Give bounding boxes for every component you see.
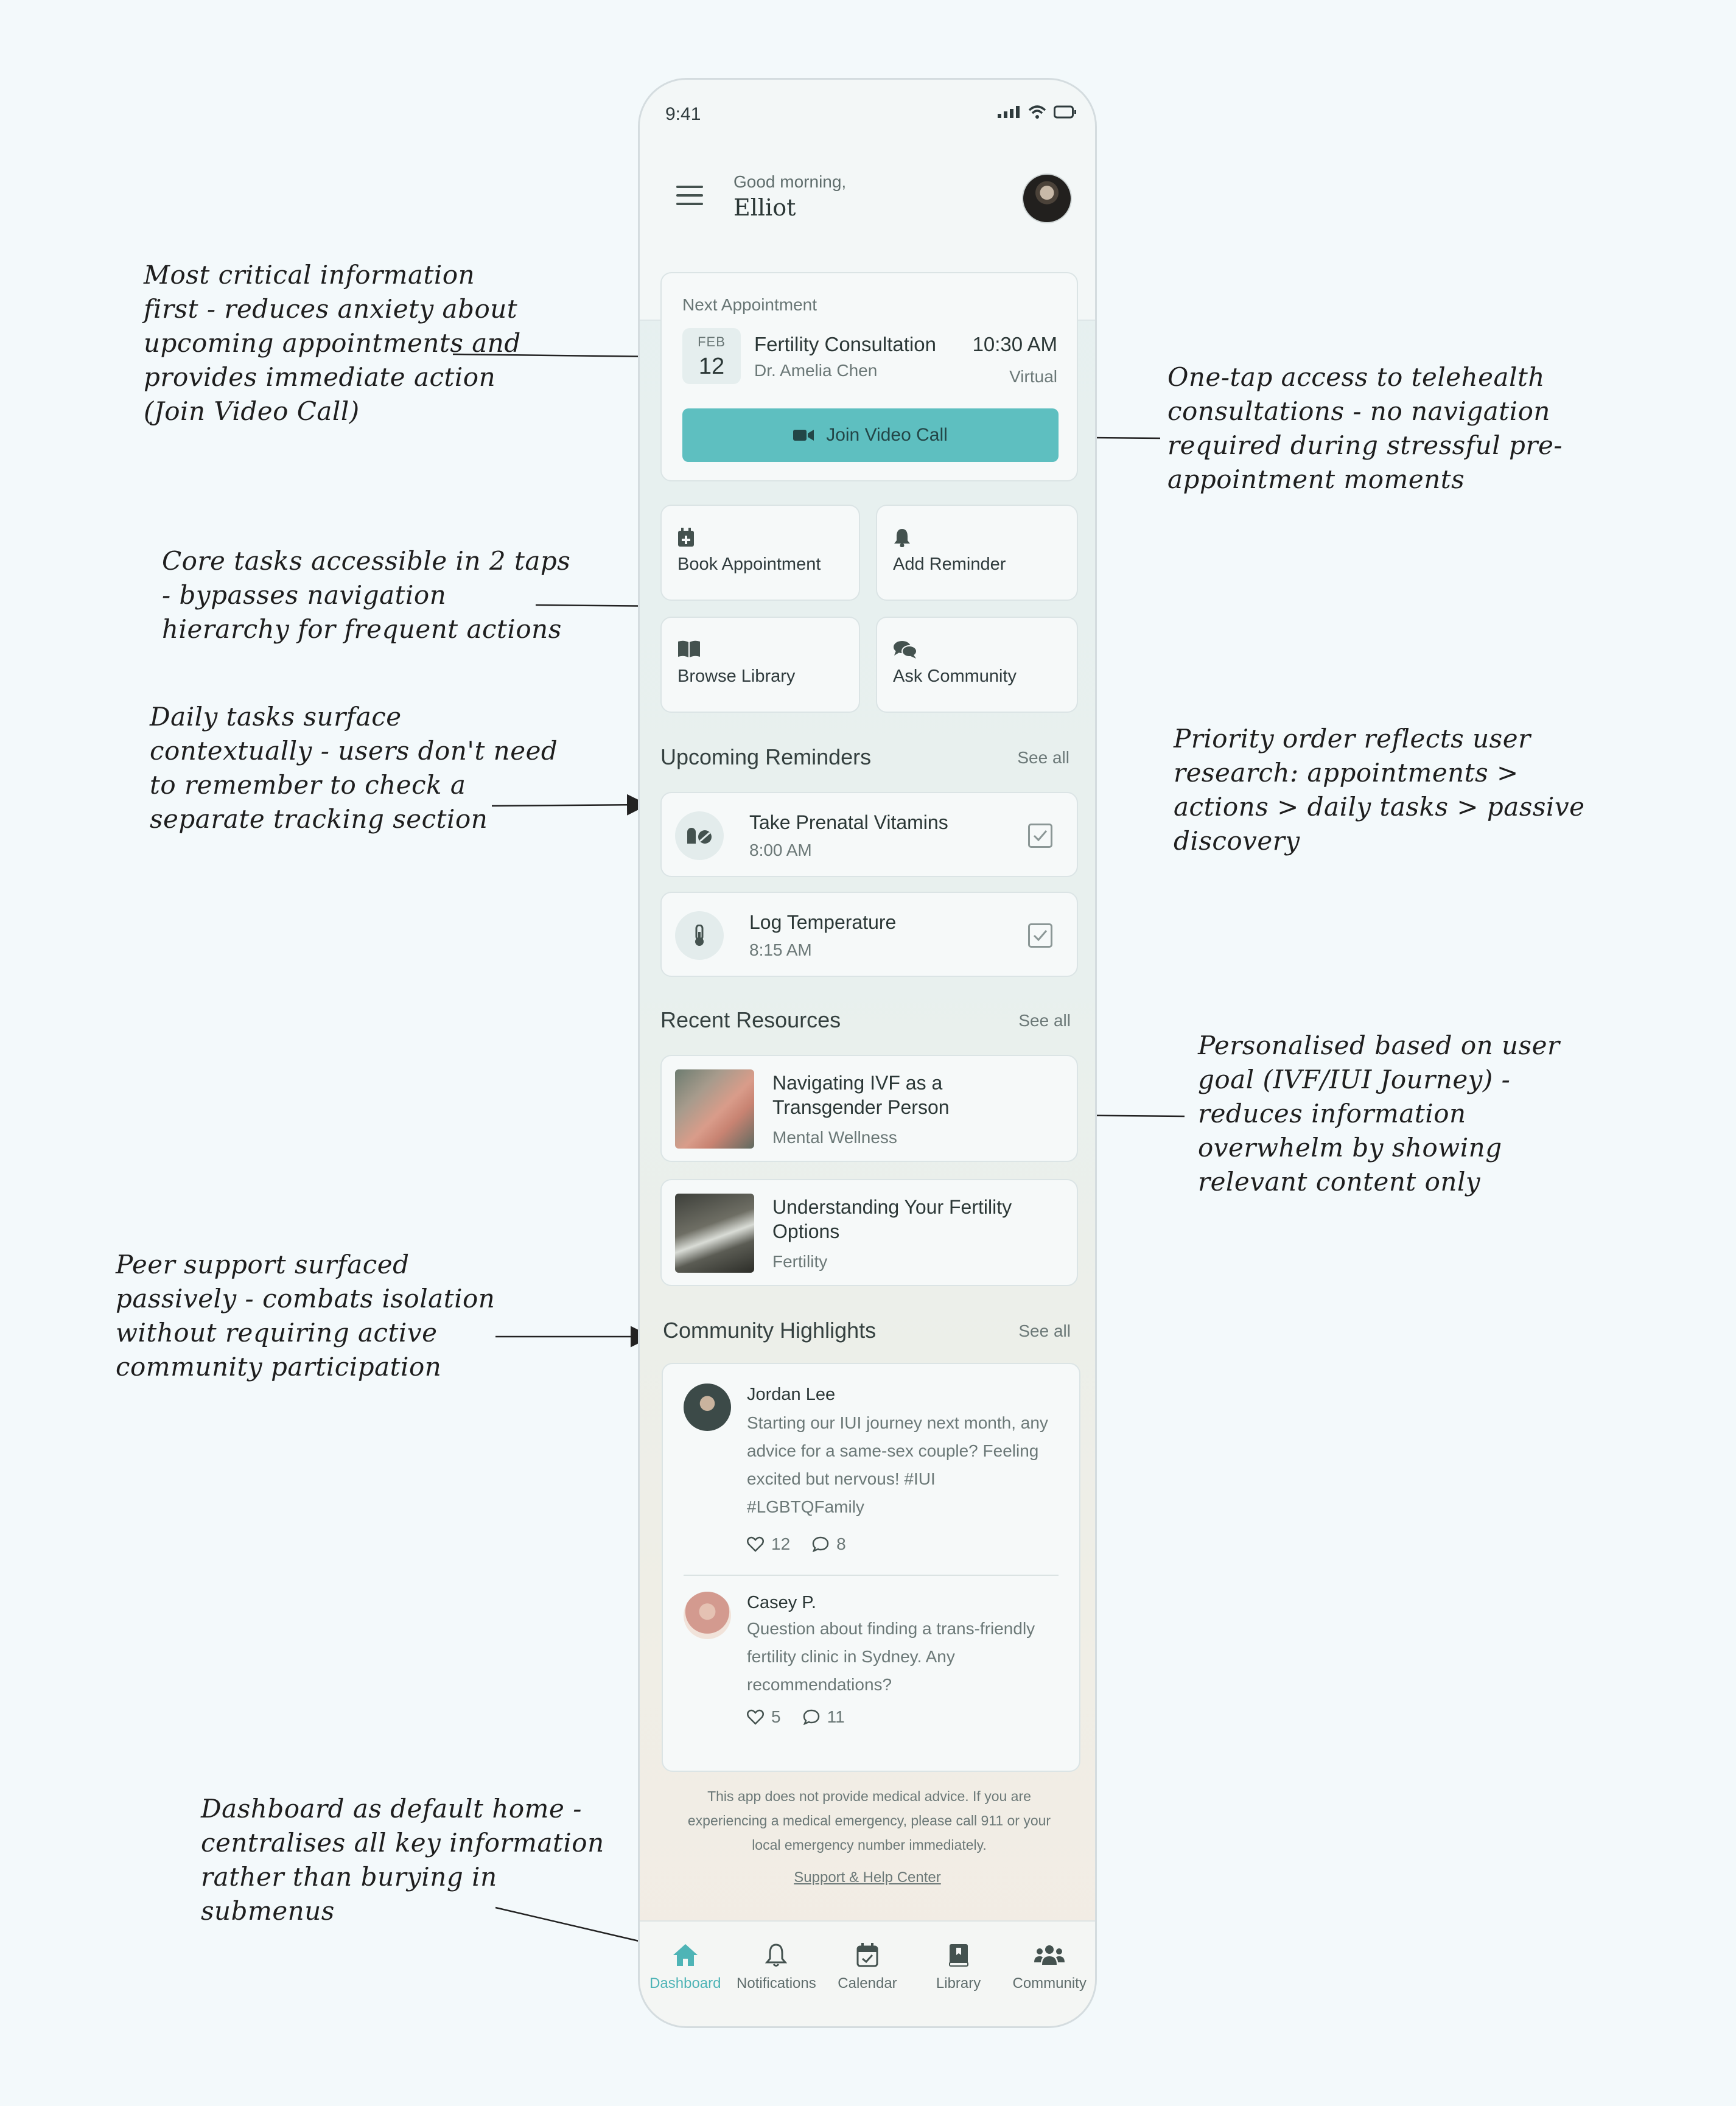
post-avatar bbox=[684, 1384, 731, 1431]
reminder-time: 8:00 AM bbox=[749, 841, 812, 859]
users-icon bbox=[1034, 1944, 1065, 1966]
reminder-title: Log Temperature bbox=[749, 911, 897, 933]
support-help-link[interactable]: Support & Help Center bbox=[794, 1869, 941, 1886]
browse-library-button[interactable] bbox=[660, 617, 860, 713]
comment-button[interactable] bbox=[812, 1534, 846, 1554]
heart-icon bbox=[747, 1709, 764, 1725]
community-card bbox=[662, 1363, 1080, 1772]
status-time: 9:41 bbox=[665, 104, 701, 124]
annotation-priority-order: Priority order reflects user research: appointments > actions > daily tasks > passive discovery bbox=[1174, 724, 1585, 856]
tab-calendar[interactable] bbox=[822, 1922, 913, 2026]
annotation-peer-support: Peer support surfaced passively - combats isolation without requiring active community participation bbox=[116, 1250, 495, 1382]
tab-community-label: Community bbox=[1012, 1975, 1087, 1992]
post-author: Casey P. bbox=[747, 1593, 816, 1612]
bell-icon bbox=[893, 528, 911, 547]
reminder-item[interactable] bbox=[660, 892, 1078, 977]
book-icon bbox=[948, 1943, 970, 1967]
add-reminder-button[interactable] bbox=[876, 505, 1078, 601]
appointment-day: 12 bbox=[698, 354, 725, 379]
comment-button[interactable] bbox=[803, 1707, 845, 1727]
community-section-title: Community Highlights bbox=[663, 1318, 877, 1343]
video-camera-icon bbox=[793, 429, 814, 442]
post-meta bbox=[747, 1534, 846, 1554]
post-author: Jordan Lee bbox=[747, 1385, 836, 1404]
appointment-mode: Virtual bbox=[1009, 367, 1057, 386]
annotation-personalised: Personalised based on user goal (IVF/IUI Journey) - reduces information overwhelm by showing relevant content only bbox=[1198, 1030, 1560, 1197]
annotation-core-tasks: Core tasks accessible in 2 taps - bypasses navigation hierarchy for frequent actions bbox=[162, 546, 571, 644]
resources-see-all-link[interactable]: See all bbox=[1018, 1011, 1071, 1030]
book-open-icon bbox=[677, 640, 701, 658]
resource-title: Understanding Your Fertility Options bbox=[772, 1196, 1012, 1242]
bottom-tab-bar bbox=[640, 1920, 1095, 2026]
medical-disclaimer: This app does not provide medical advice. If you are experiencing a medical emergency, please call 911 or your local emergency number immediately. bbox=[687, 1788, 1051, 1853]
thermometer-icon bbox=[675, 911, 724, 960]
join-video-call-button[interactable] bbox=[682, 408, 1059, 462]
tab-notifications-label: Notifications bbox=[737, 1975, 816, 1992]
comment-icon bbox=[803, 1709, 820, 1725]
appointment-doctor: Dr. Amelia Chen bbox=[754, 361, 878, 380]
appointment-title: Fertility Consultation bbox=[754, 333, 936, 355]
resource-category: Fertility bbox=[772, 1252, 828, 1271]
community-see-all-link[interactable]: See all bbox=[1018, 1321, 1071, 1340]
join-video-call-label: Join Video Call bbox=[826, 425, 948, 445]
resource-thumbnail bbox=[675, 1194, 754, 1273]
appointment-time: 10:30 AM bbox=[972, 333, 1057, 355]
tab-library-label: Library bbox=[936, 1975, 981, 1992]
post-avatar bbox=[684, 1592, 731, 1639]
resource-title: Navigating IVF as a Transgender Person bbox=[772, 1072, 950, 1118]
book-appointment-label: Book Appointment bbox=[677, 554, 821, 574]
add-reminder-label: Add Reminder bbox=[893, 554, 1006, 574]
heart-icon bbox=[747, 1536, 764, 1552]
tab-community[interactable] bbox=[1004, 1922, 1095, 2026]
reminder-item[interactable] bbox=[660, 792, 1078, 877]
tab-calendar-label: Calendar bbox=[838, 1975, 897, 1992]
post-body: Question about finding a trans-friendly fertility clinic in Sydney. Any recommendations? bbox=[747, 1619, 1035, 1694]
browse-library-label: Browse Library bbox=[677, 666, 796, 686]
ask-community-button[interactable] bbox=[876, 617, 1078, 713]
user-name: Elliot bbox=[733, 194, 796, 221]
profile-avatar[interactable] bbox=[1022, 173, 1072, 223]
resources-section-title: Recent Resources bbox=[660, 1007, 841, 1032]
like-count: 5 bbox=[771, 1707, 781, 1726]
post-body: Starting our IUI journey next month, any advice for a same-sex couple? Feeling excited but nervous! #IUI #LGBTQFamily bbox=[747, 1413, 1048, 1516]
appointment-label: Next Appointment bbox=[682, 295, 817, 314]
appointment-card bbox=[660, 272, 1078, 481]
tab-library[interactable] bbox=[913, 1922, 1004, 2026]
appointment-date bbox=[682, 328, 741, 384]
tab-dashboard[interactable] bbox=[640, 1922, 731, 2026]
resource-category: Mental Wellness bbox=[772, 1128, 897, 1147]
reminder-title: Take Prenatal Vitamins bbox=[749, 811, 948, 833]
greeting-text: Good morning, bbox=[733, 172, 847, 191]
tab-dashboard-label: Dashboard bbox=[649, 1975, 721, 1992]
like-button[interactable] bbox=[747, 1707, 781, 1727]
like-count: 12 bbox=[771, 1534, 791, 1553]
phone-frame bbox=[638, 78, 1097, 2028]
post-divider bbox=[684, 1575, 1059, 1576]
calendar-check-icon bbox=[856, 1943, 878, 1967]
annotation-daily-tasks: Daily tasks surface contextually - users don't need to remember to check a separate tracking section bbox=[150, 702, 558, 834]
pills-icon bbox=[675, 811, 724, 860]
appointment-month: FEB bbox=[698, 334, 726, 349]
reminder-time: 8:15 AM bbox=[749, 940, 812, 959]
resource-thumbnail bbox=[675, 1069, 754, 1149]
comment-icon bbox=[812, 1536, 829, 1552]
reminder-checkbox[interactable] bbox=[1028, 824, 1052, 848]
annotation-dashboard-home: Dashboard as default home - centralises all key information rather than burying in submenus bbox=[201, 1794, 604, 1926]
resource-item[interactable] bbox=[660, 1179, 1078, 1286]
like-button[interactable] bbox=[747, 1534, 790, 1554]
home-icon bbox=[672, 1943, 699, 1967]
resource-item[interactable] bbox=[660, 1055, 1078, 1162]
reminders-section-title: Upcoming Reminders bbox=[660, 744, 872, 769]
chat-bubbles-icon bbox=[893, 640, 917, 659]
annotation-telehealth: One-tap access to telehealth consultations - no navigation required during stressful pre-appointment moments bbox=[1167, 362, 1563, 494]
book-appointment-button[interactable] bbox=[660, 505, 860, 601]
calendar-plus-icon bbox=[677, 528, 695, 547]
post-meta bbox=[747, 1707, 845, 1727]
reminders-see-all-link[interactable]: See all bbox=[1017, 748, 1069, 767]
bell-icon bbox=[765, 1943, 787, 1967]
reminder-checkbox[interactable] bbox=[1028, 923, 1052, 948]
menu-button[interactable] bbox=[676, 186, 703, 210]
comment-count: 11 bbox=[827, 1707, 845, 1726]
ask-community-label: Ask Community bbox=[893, 666, 1017, 686]
comment-count: 8 bbox=[836, 1534, 846, 1553]
tab-notifications[interactable] bbox=[731, 1922, 822, 2026]
annotation-critical-info: Most critical information first - reduces anxiety about upcoming appointments and provides immediate action (Join Video Call) bbox=[144, 260, 521, 426]
